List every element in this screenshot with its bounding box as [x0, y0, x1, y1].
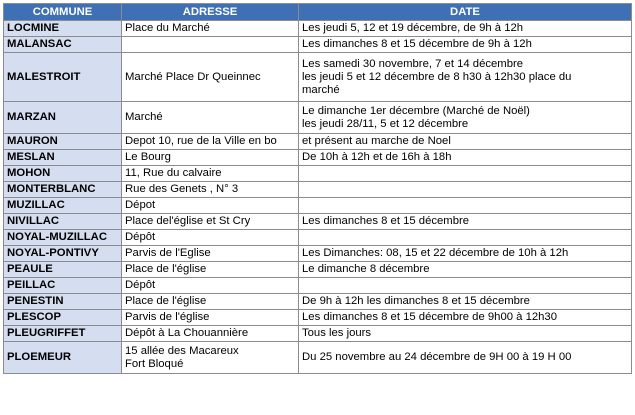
table-row [4, 21, 632, 37]
adresse-line: Place du Marché [125, 22, 210, 34]
table-row [4, 310, 632, 326]
date-cell [299, 246, 632, 262]
adresse-line: Dépôt à La Chouannière [125, 327, 249, 339]
date-cell [299, 37, 632, 53]
commune-cell: LOCMINE [4, 21, 122, 37]
commune-cell: MALESTROIT [4, 53, 122, 102]
table-row [4, 198, 632, 214]
header-date: DATE [299, 4, 632, 21]
table-row [4, 182, 632, 198]
date-cell [299, 21, 632, 37]
commune-cell: MARZAN [4, 102, 122, 134]
adresse-cell [122, 230, 299, 246]
header-adresse: ADRESSE [122, 4, 299, 21]
adresse-line: Place de l'église [125, 263, 207, 275]
adresse-cell [122, 342, 299, 374]
date-cell [299, 310, 632, 326]
adresse-cell [122, 166, 299, 182]
date-cell [299, 134, 632, 150]
date-cell [299, 182, 632, 198]
adresse-cell [122, 102, 299, 134]
table-row [4, 262, 632, 278]
adresse-cell [122, 150, 299, 166]
adresse-line: 11, Rue du calvaire [125, 167, 222, 179]
commune-cell: MAURON [4, 134, 122, 150]
adresse-cell [122, 214, 299, 230]
table-row [4, 342, 632, 374]
adresse-line: Rue des Genets , N° 3 [125, 183, 239, 195]
adresse-line: 15 allée des Macareux [125, 344, 239, 357]
commune-cell: MOHON [4, 166, 122, 182]
table-row [4, 294, 632, 310]
table-row [4, 134, 632, 150]
commune-cell: PLEUGRIFFET [4, 326, 122, 342]
date-cell [299, 230, 632, 246]
adresse-line: Dépôt [125, 231, 156, 243]
adresse-line: Fort Bloqué [125, 357, 184, 370]
adresse-cell [122, 182, 299, 198]
adresse-cell [122, 53, 299, 102]
date-cell [299, 214, 632, 230]
commune-cell: MONTERBLANC [4, 182, 122, 198]
date-cell [299, 262, 632, 278]
table-row [4, 278, 632, 294]
date-cell [299, 166, 632, 182]
adresse-line: Depot 10, rue de la Ville en bo [125, 135, 277, 147]
date-cell [299, 294, 632, 310]
commune-cell: MALANSAC [4, 37, 122, 53]
date-cell [299, 278, 632, 294]
table-row [4, 230, 632, 246]
adresse-line: Dépôt [125, 279, 156, 291]
adresse-line: Marché Place Dr Queinnec [125, 70, 261, 83]
adresse-cell [122, 294, 299, 310]
date-line: Les samedi 30 novembre, 7 et 14 décembre [302, 57, 524, 70]
date-line: Les dimanches 8 et 15 décembre de 9h00 à 12h30 [302, 311, 557, 323]
date-line: Le dimanche 8 décembre [302, 263, 430, 275]
commune-cell: NOYAL-MUZILLAC [4, 230, 122, 246]
table-row [4, 246, 632, 262]
table-row [4, 102, 632, 134]
table-row [4, 150, 632, 166]
table-row [4, 166, 632, 182]
adresse-line: Parvis de l'église [125, 311, 210, 323]
commune-cell: NIVILLAC [4, 214, 122, 230]
date-line: et présent au marche de Noel [302, 135, 451, 147]
date-cell [299, 150, 632, 166]
date-line: De 9h à 12h les dimanches 8 et 15 décembre [302, 295, 530, 307]
adresse-cell [122, 21, 299, 37]
commune-cell: MESLAN [4, 150, 122, 166]
table-row [4, 37, 632, 53]
date-line: De 10h à 12h et de 16h à 18h [302, 151, 452, 163]
date-cell [299, 326, 632, 342]
adresse-cell [122, 262, 299, 278]
date-cell [299, 198, 632, 214]
date-line: les jeudi 5 et 12 décembre de 8 h30 à 12h30 place du [302, 70, 572, 83]
commune-cell: PENESTIN [4, 294, 122, 310]
adresse-cell [122, 310, 299, 326]
date-line: Les Dimanches: 08, 15 et 22 décembre de 10h à 12h [302, 247, 569, 259]
adresse-cell [122, 278, 299, 294]
commune-cell: PEAULE [4, 262, 122, 278]
commune-cell: NOYAL-PONTIVY [4, 246, 122, 262]
commune-cell: PLOEMEUR [4, 342, 122, 374]
date-line: Les dimanches 8 et 15 décembre [302, 215, 470, 227]
adresse-cell [122, 326, 299, 342]
adresse-line: Place de l'église [125, 295, 207, 307]
table-row [4, 53, 632, 102]
date-cell [299, 342, 632, 374]
date-line: Du 25 novembre au 24 décembre de 9H 00 à 19 H 00 [302, 351, 572, 363]
adresse-cell [122, 134, 299, 150]
date-line: Les jeudi 5, 12 et 19 décembre, de 9h à 12h [302, 22, 524, 34]
adresse-line: Parvis de l'Eglise [125, 247, 211, 259]
collection-points-table [3, 3, 632, 374]
date-line: Le dimanche 1er décembre (Marché de Noël) [302, 104, 530, 117]
date-cell [299, 53, 632, 102]
commune-cell: PEILLAC [4, 278, 122, 294]
adresse-line: Marché [125, 111, 163, 123]
date-line: Tous les jours [302, 327, 372, 339]
adresse-cell [122, 198, 299, 214]
commune-cell: MUZILLAC [4, 198, 122, 214]
adresse-cell [122, 246, 299, 262]
table-row [4, 214, 632, 230]
commune-cell: PLESCOP [4, 310, 122, 326]
date-cell [299, 102, 632, 134]
date-line: marché [302, 83, 340, 96]
date-line: Les dimanches 8 et 15 décembre de 9h à 12h [302, 38, 532, 50]
adresse-line: Dépot [125, 199, 156, 211]
table-row [4, 326, 632, 342]
adresse-line: Place del'église et St Cry [125, 215, 251, 227]
header-row [4, 4, 632, 21]
header-commune: COMMUNE [4, 4, 122, 21]
date-line: les jeudi 28/11, 5 et 12 décembre [302, 117, 469, 130]
adresse-line: Le Bourg [125, 151, 171, 163]
adresse-cell [122, 37, 299, 53]
